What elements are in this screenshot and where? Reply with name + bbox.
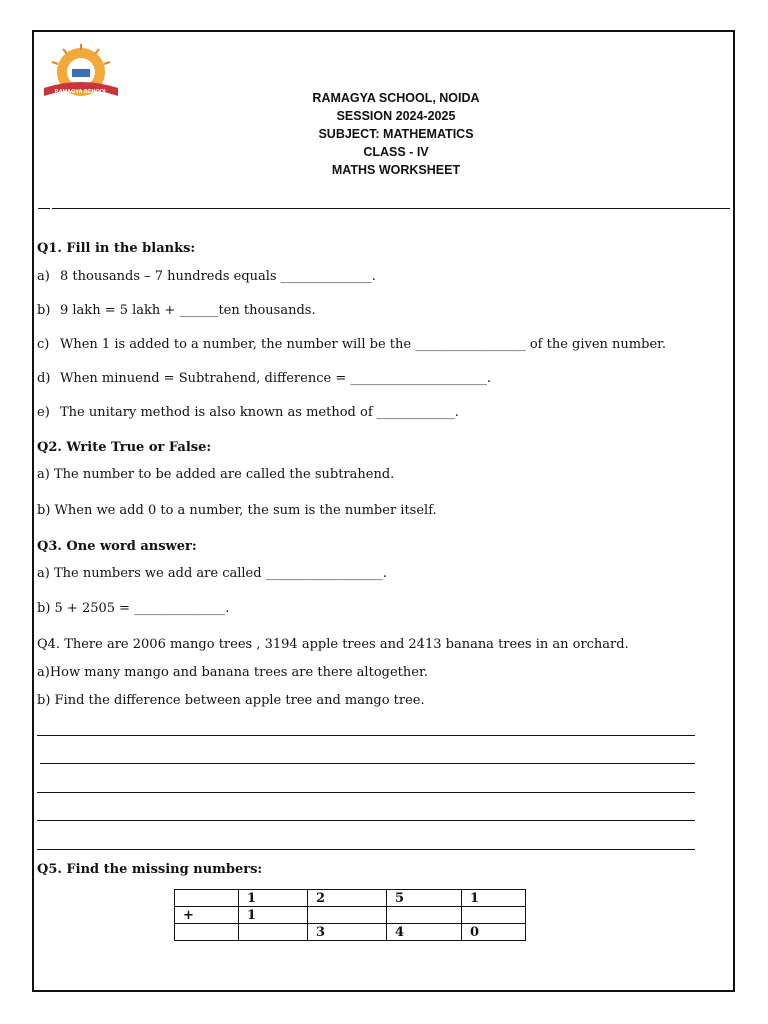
q2-item-a: a) The number to be added are called the subtrahend. [37,467,395,482]
answer-line[interactable] [37,820,695,821]
worksheet-title: MATHS WORKSHEET [331,163,461,177]
q1-item-label: d) [37,371,51,386]
q1-item-b [37,303,316,319]
q1-item-e [37,405,459,421]
school-name: RAMAGYA SCHOOL, NOIDA [312,91,480,105]
header-divider [52,208,730,209]
q2-heading: Q2. Write True or False: [37,440,212,455]
table-cell[interactable] [462,907,526,924]
q1-item-a [37,269,376,285]
q4-item-a: a)How many mango and banana trees are there altogether. [37,665,428,680]
q4-question: Q4. There are 2006 mango trees , 3194 apple trees and 2413 banana trees in an orchard. [37,637,629,652]
table-cell[interactable]: + [175,907,239,924]
q1-item-label: e) [37,405,50,420]
q1-item-text: 9 lakh = 5 lakh + ______ten thousands. [60,303,316,318]
q5-heading: Q5. Find the missing numbers: [37,862,263,877]
session: SESSION 2024-2025 [336,109,456,123]
q1-item-d [37,371,491,387]
q1-item-label: a) [37,269,50,284]
answer-line[interactable] [37,792,695,793]
table-cell[interactable] [175,924,239,941]
q2-item-b: b) When we add 0 to a number, the sum is the number itself. [37,503,437,518]
table-row [175,924,526,941]
q1-item-text: 8 thousands – 7 hundreds equals ______________. [60,269,376,284]
q1-item-text: The unitary method is also known as method of ____________. [60,405,459,420]
q3-heading: Q3. One word answer: [37,539,197,554]
table-cell[interactable]: 2 [308,890,387,907]
q1-heading: Q1. Fill in the blanks: [37,241,196,256]
q3-item-a: a) The numbers we add are called __________________. [37,566,387,581]
q3-item-b: b) 5 + 2505 = ______________. [37,601,230,616]
missing-numbers-table [174,889,526,941]
table-row [175,907,526,924]
q1-item-c [37,337,666,353]
table-cell[interactable]: 1 [462,890,526,907]
q1-item-label: c) [37,337,50,352]
table-cell[interactable]: 1 [239,907,308,924]
logo-banner-text: RAMAGYA SCHOOL [54,89,108,95]
class: CLASS - IV [363,145,429,159]
answer-line[interactable] [37,849,695,850]
table-row [175,890,526,907]
table-cell[interactable]: 5 [387,890,462,907]
answer-line[interactable] [40,763,695,764]
q1-item-text: When 1 is added to a number, the number will be the _________________ of the given number. [60,337,667,352]
table-cell[interactable]: 4 [387,924,462,941]
answer-line[interactable] [37,735,695,736]
q4-item-b: b) Find the difference between apple tree and mango tree. [37,693,425,708]
table-cell[interactable] [308,907,387,924]
table-cell[interactable]: 1 [239,890,308,907]
q1-item-text: When minuend = Subtrahend, difference = _____________________. [60,371,491,386]
table-cell[interactable] [387,907,462,924]
subject: SUBJECT: MATHEMATICS [318,127,474,141]
q1-item-label: b) [37,303,51,318]
table-cell[interactable] [239,924,308,941]
table-cell[interactable] [175,890,239,907]
worksheet-header [0,89,768,179]
header-divider-lead [38,208,50,209]
table-cell[interactable]: 0 [462,924,526,941]
table-cell[interactable]: 3 [308,924,387,941]
